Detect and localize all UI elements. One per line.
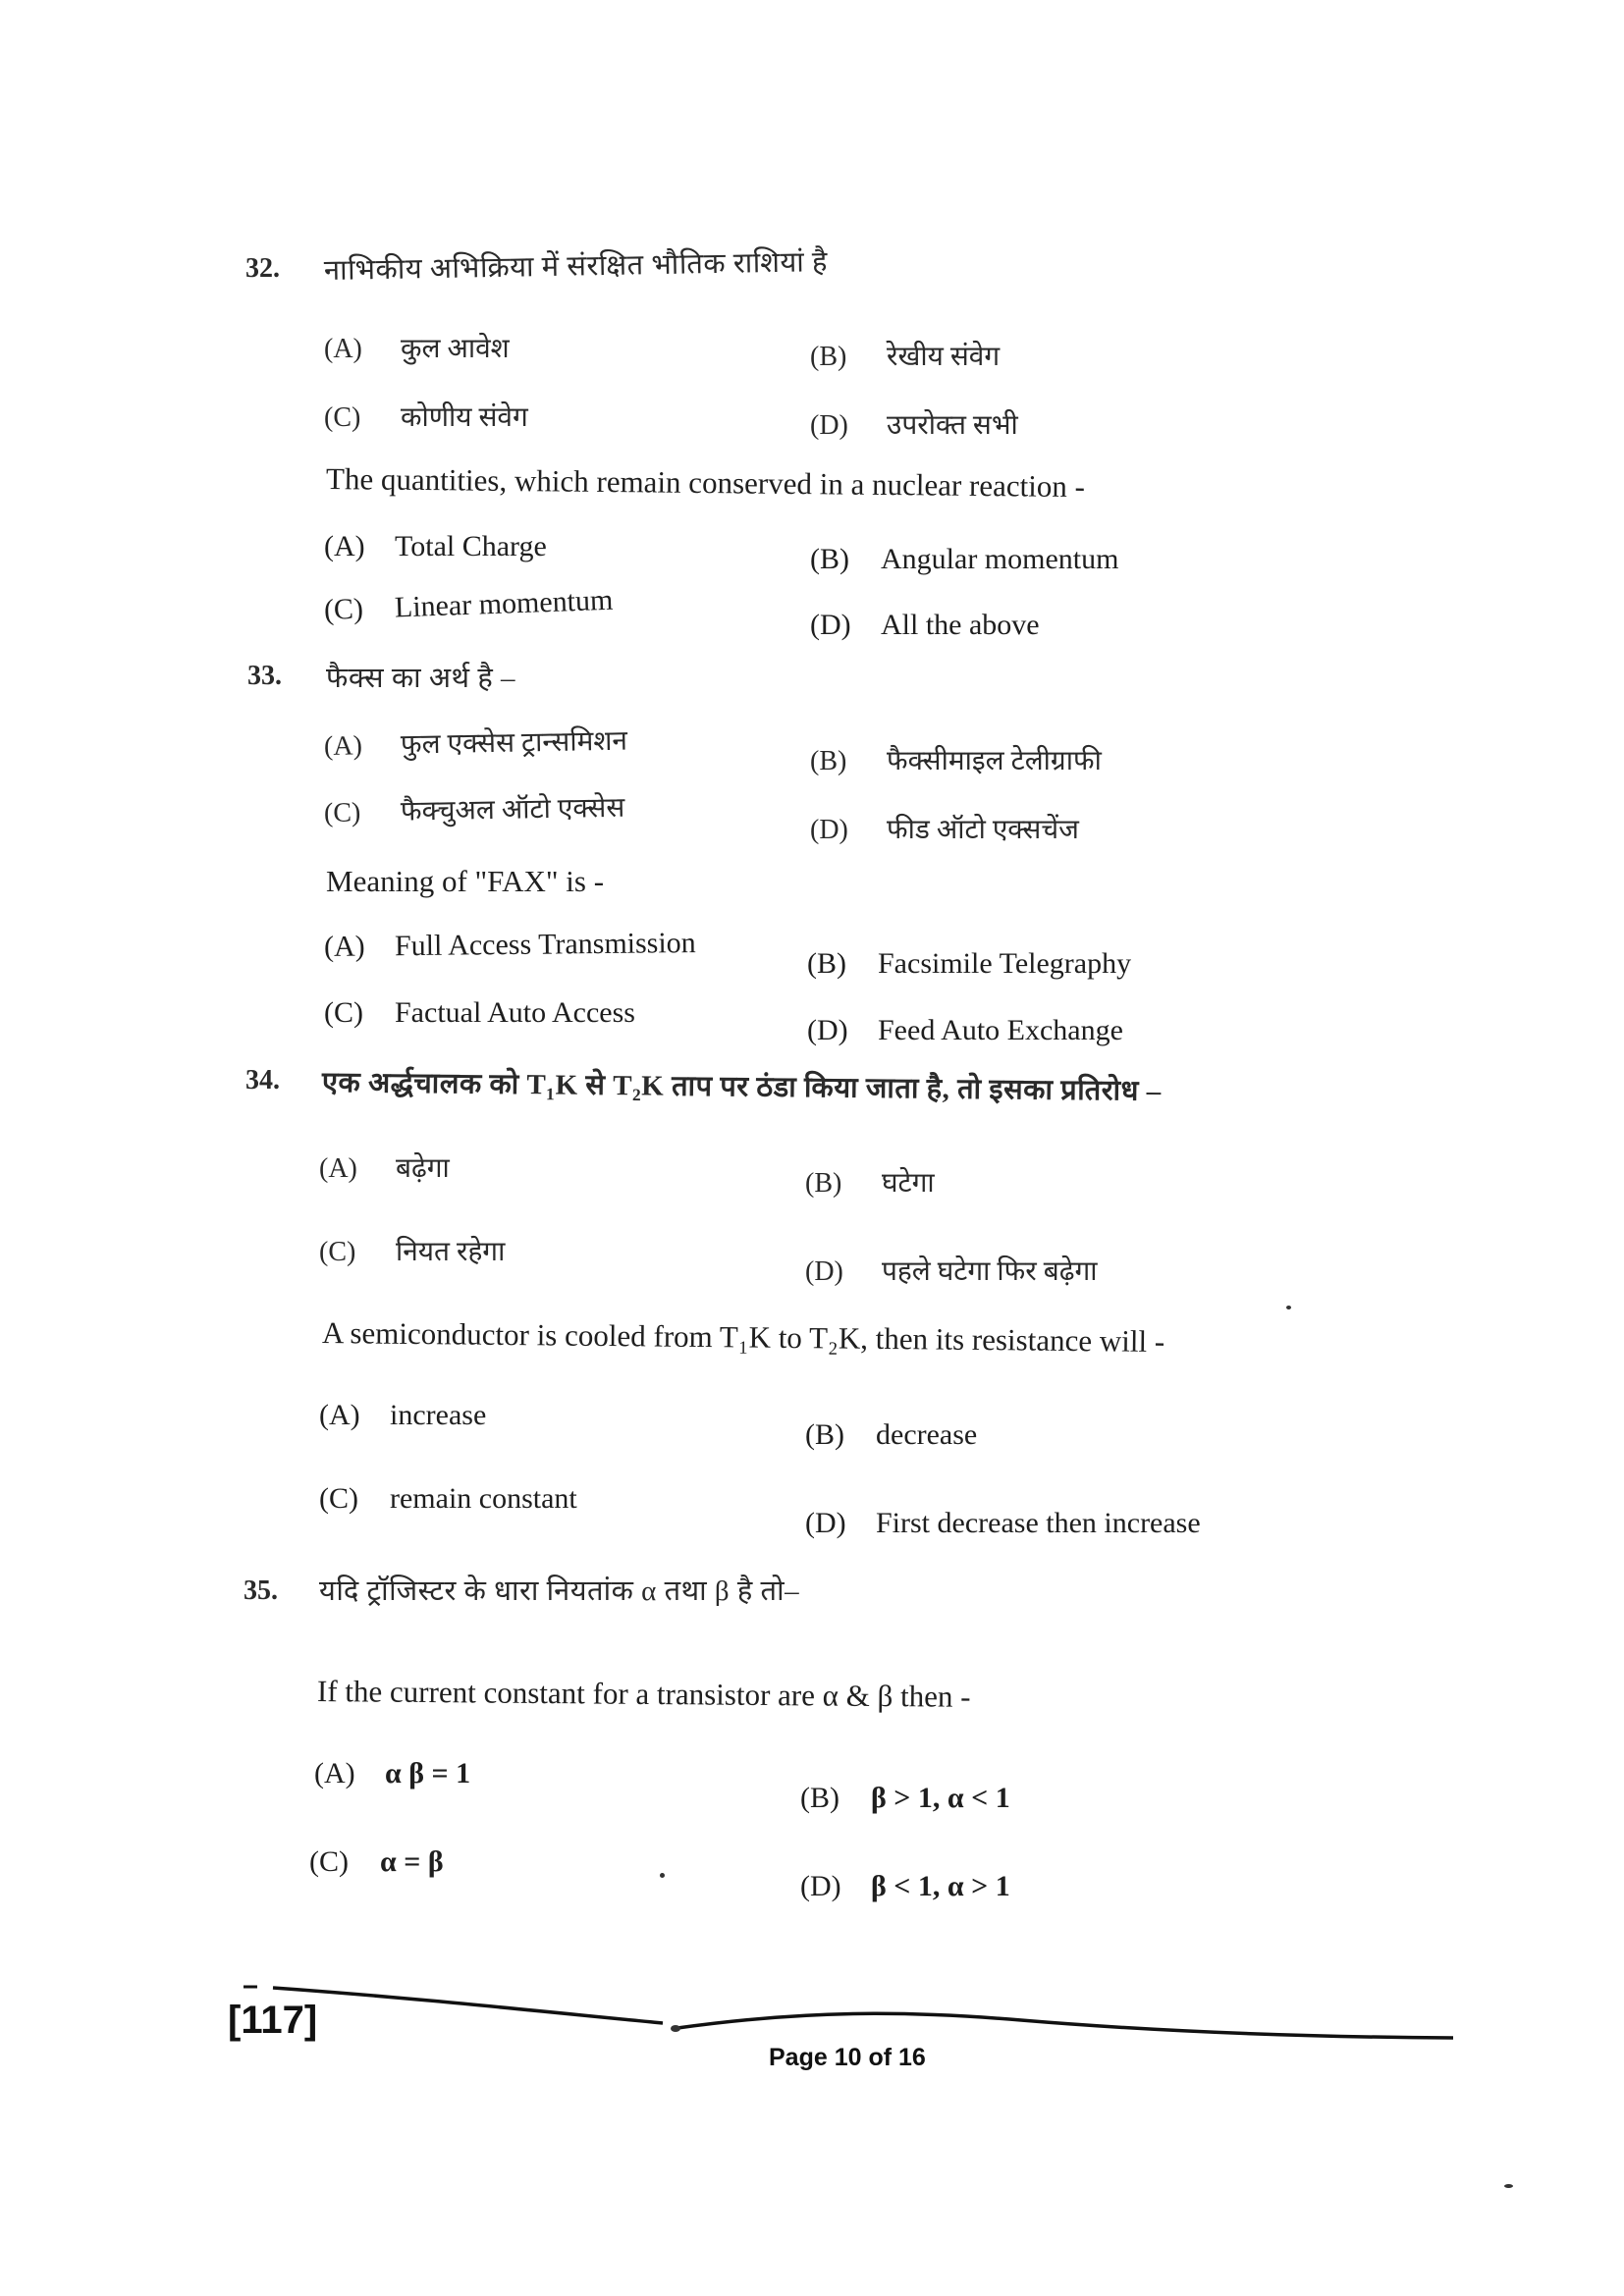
option-label: (B)	[800, 1782, 839, 1814]
question-stem-hindi: यदि ट्रॉजिस्टर के धारा नियतांक α तथा β है तो–	[319, 1575, 800, 1607]
option-text: फैक्चुअल ऑटो एक्सेस	[400, 792, 625, 828]
option-text: All the above	[881, 609, 1040, 641]
option-label: (D)	[805, 1507, 846, 1539]
option-label: (C)	[323, 592, 364, 626]
option-label: (D)	[810, 815, 848, 845]
question-number: 33.	[247, 661, 282, 691]
option-text: Factual Auto Access	[395, 996, 635, 1029]
option-text: β > 1, α < 1	[871, 1782, 1010, 1814]
option-label: (D)	[805, 1256, 843, 1287]
option-label: (C)	[323, 797, 361, 828]
option-text: पहले घटेगा फिर बढ़ेगा	[882, 1256, 1098, 1287]
option-text: β < 1, α > 1	[871, 1870, 1010, 1902]
option-label: (D)	[810, 609, 851, 641]
option-label: (C)	[319, 1482, 358, 1515]
option-text: उपरोक्त सभी	[887, 410, 1018, 441]
option-text: फीड ऑटो एक्सचेंज	[887, 815, 1079, 845]
option-label: (A)	[323, 930, 365, 963]
option-label: (B)	[810, 746, 847, 776]
option-label: (B)	[805, 1418, 844, 1451]
question-stem-english: If the current constant for a transistor are α & β then -	[316, 1674, 971, 1714]
question-number: 34.	[245, 1065, 280, 1095]
option-text: Angular momentum	[881, 543, 1119, 575]
option-text: Facsimile Telegraphy	[878, 947, 1132, 980]
question-stem-english: The quantities, which remain conserved in a nuclear reaction -	[325, 461, 1086, 505]
question-stem-english: A semiconductor is cooled from T₁K to T₂K, then its resistance will -	[321, 1315, 1165, 1359]
option-label: (D)	[800, 1870, 841, 1902]
paper-code: [117]	[228, 1999, 318, 2042]
question-stem-english: Meaning of "FAX" is -	[326, 864, 605, 898]
option-label: (A)	[323, 730, 363, 762]
option-label: (A)	[319, 1153, 357, 1184]
question-number: 32.	[245, 253, 280, 284]
option-text: नियत रहेगा	[396, 1237, 506, 1267]
option-text: Total Charge	[395, 530, 547, 562]
option-text: फैक्सीमाइल टेलीग्राफी	[887, 746, 1102, 776]
option-label: (C)	[319, 1237, 356, 1267]
option-text: बढ़ेगा	[396, 1153, 450, 1184]
option-label: (C)	[324, 402, 361, 433]
scan-speck	[671, 2025, 680, 2032]
option-text: α β = 1	[385, 1757, 471, 1789]
option-text: रेखीय संवेग	[887, 342, 1001, 372]
option-text: First decrease then increase	[876, 1507, 1201, 1539]
option-label: (B)	[807, 947, 846, 980]
option-label: (A)	[324, 530, 365, 562]
option-text: कुल आवेश	[401, 334, 510, 364]
option-text: increase	[390, 1399, 487, 1431]
option-label: (C)	[309, 1845, 349, 1878]
option-label: (A)	[324, 334, 362, 364]
option-label: (C)	[324, 996, 363, 1029]
question-number: 35.	[244, 1575, 278, 1606]
option-text: Linear momentum	[394, 583, 614, 624]
option-label: (B)	[805, 1168, 842, 1199]
option-text: फुल एक्सेस ट्रान्समिशन	[400, 725, 628, 761]
option-text: Full Access Transmission	[394, 927, 696, 963]
option-text: Feed Auto Exchange	[878, 1014, 1123, 1046]
question-stem-hindi: नाभिकीय अभिक्रिया में संरक्षित भौतिक राशियां है	[323, 246, 829, 287]
option-label: (A)	[314, 1757, 355, 1789]
option-label: (D)	[810, 410, 848, 441]
option-text: घटेगा	[882, 1168, 935, 1199]
option-text: कोणीय संवेग	[401, 402, 528, 433]
page-number: Page 10 of 16	[769, 2044, 926, 2071]
option-text: remain constant	[390, 1482, 577, 1515]
question-stem-hindi: फैक्स का अर्थ है –	[326, 663, 515, 694]
option-label: (B)	[810, 543, 849, 575]
option-text: decrease	[876, 1418, 978, 1451]
option-label: (B)	[810, 342, 847, 372]
option-text: α = β	[380, 1845, 444, 1878]
option-label: (D)	[807, 1014, 848, 1046]
option-label: (A)	[319, 1399, 360, 1431]
question-stem-hindi: एक अर्द्धचालक को T₁K से T₂K ताप पर ठंडा किया जाता है, तो इसका प्रतिरोध –	[321, 1067, 1162, 1107]
